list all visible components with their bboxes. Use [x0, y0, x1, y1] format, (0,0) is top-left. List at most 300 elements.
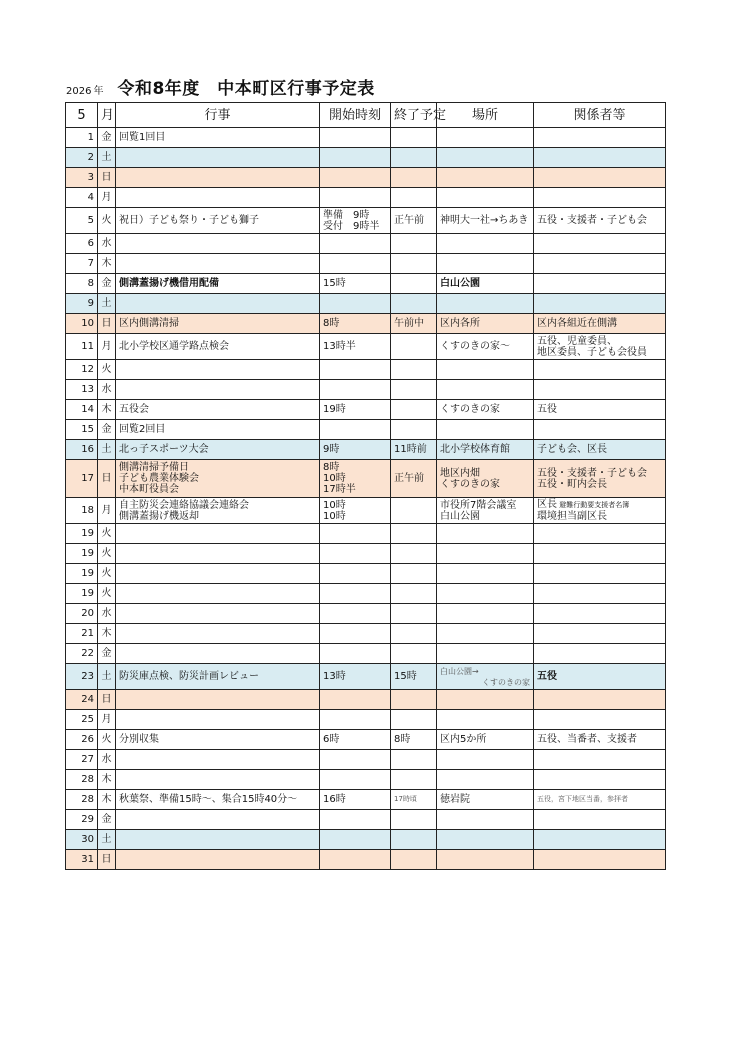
event-cell: [116, 624, 320, 644]
schedule-row: [66, 770, 666, 790]
schedule-row: [66, 664, 666, 690]
place-cell: [437, 420, 534, 440]
event-cell: [116, 440, 320, 460]
people-cell: [534, 314, 666, 334]
end-time-cell: [391, 314, 437, 334]
place-cell: [437, 314, 534, 334]
start-time-cell: [320, 420, 391, 440]
end-time-cell-line: 15時: [394, 671, 417, 682]
start-time-cell: [320, 380, 391, 400]
schedule-row: [66, 524, 666, 544]
place-cell-line: 白山公園: [440, 510, 480, 522]
page-title: 令和8年度 中本町区行事予定表: [117, 79, 375, 99]
schedule-row: [66, 254, 666, 274]
place-cell: [437, 360, 534, 380]
schedule-row: [66, 644, 666, 664]
schedule-body: [66, 128, 666, 870]
start-time-cell: [320, 790, 391, 810]
column-header-people: 関係者等: [534, 103, 666, 128]
start-time-cell: [320, 750, 391, 770]
place-cell: [437, 770, 534, 790]
end-time-cell-line: 17時頃: [394, 795, 417, 803]
people-cell: [534, 624, 666, 644]
day-number: 10: [66, 314, 98, 334]
day-number: 19: [66, 584, 98, 604]
event-cell: [116, 294, 320, 314]
day-number: 4: [66, 188, 98, 208]
day-of-week: 土: [98, 830, 116, 850]
day-of-week: 木: [98, 254, 116, 274]
place-cell: [437, 624, 534, 644]
place-cell-line: 白山公園: [440, 278, 480, 289]
event-cell: [116, 420, 320, 440]
day-number: 19: [66, 564, 98, 584]
event-cell-line: 回覧1回目: [119, 132, 166, 143]
day-of-week: 火: [98, 564, 116, 584]
schedule-row: [66, 810, 666, 830]
place-cell-line: 白山公園→: [440, 666, 479, 676]
people-cell: [534, 420, 666, 440]
people-cell: [534, 294, 666, 314]
event-cell: [116, 314, 320, 334]
schedule-row: [66, 360, 666, 380]
day-number: 27: [66, 750, 98, 770]
start-time-cell: [320, 314, 391, 334]
schedule-table: [65, 102, 666, 870]
start-time-cell-line: 9時: [323, 444, 340, 455]
day-of-week: 土: [98, 148, 116, 168]
place-cell-line: 区内5か所: [440, 734, 487, 745]
start-time-cell: [320, 460, 391, 498]
day-number: 16: [66, 440, 98, 460]
day-of-week: 日: [98, 850, 116, 870]
people-cell: [534, 810, 666, 830]
fiscal-year-unit: 年: [93, 86, 104, 97]
end-time-cell: [391, 524, 437, 544]
end-time-cell: [391, 440, 437, 460]
event-cell: [116, 128, 320, 148]
start-time-cell-line: 16時: [323, 794, 346, 805]
end-time-cell: [391, 208, 437, 234]
place-cell: [437, 690, 534, 710]
event-cell: [116, 524, 320, 544]
event-cell: [116, 168, 320, 188]
start-time-cell-line: 19時: [323, 404, 346, 415]
schedule-row: [66, 440, 666, 460]
schedule-row: [66, 168, 666, 188]
end-time-cell: [391, 400, 437, 420]
start-time-cell: [320, 644, 391, 664]
event-cell: [116, 274, 320, 294]
place-cell-line: 地区内畑: [440, 467, 480, 479]
people-cell: [534, 770, 666, 790]
day-of-week: 金: [98, 810, 116, 830]
end-time-cell: [391, 584, 437, 604]
day-number: 22: [66, 644, 98, 664]
event-cell: [116, 380, 320, 400]
place-cell: [437, 440, 534, 460]
event-cell: [116, 234, 320, 254]
start-time-cell: [320, 234, 391, 254]
start-time-cell: [320, 498, 391, 524]
day-of-week: 木: [98, 400, 116, 420]
place-cell: [437, 790, 534, 810]
event-cell: [116, 710, 320, 730]
column-header-place: 場所: [437, 103, 534, 128]
event-cell-line: 分別収集: [119, 734, 159, 745]
people-cell: [534, 188, 666, 208]
start-time-cell: [320, 730, 391, 750]
day-number: 1: [66, 128, 98, 148]
start-time-cell: [320, 830, 391, 850]
day-of-week: 木: [98, 770, 116, 790]
event-cell: [116, 334, 320, 360]
month-number: 5: [66, 103, 98, 128]
day-of-week: 水: [98, 380, 116, 400]
start-time-cell: [320, 440, 391, 460]
end-time-cell: [391, 148, 437, 168]
day-of-week: 月: [98, 188, 116, 208]
day-number: 30: [66, 830, 98, 850]
place-cell: [437, 254, 534, 274]
start-time-cell: [320, 584, 391, 604]
start-time-cell: [320, 690, 391, 710]
event-cell-line: 回覧2回目: [119, 424, 166, 435]
place-cell: [437, 498, 534, 524]
end-time-cell: [391, 564, 437, 584]
people-cell-line: 五役: [537, 671, 557, 682]
day-number: 29: [66, 810, 98, 830]
start-time-cell-line: 13時半: [323, 341, 356, 352]
day-number: 23: [66, 664, 98, 690]
schedule-row: [66, 234, 666, 254]
start-time-cell: [320, 148, 391, 168]
place-cell-line: くすのきの家～: [440, 341, 510, 352]
people-cell-line: 環境担当副区長: [537, 511, 607, 522]
end-time-cell: [391, 790, 437, 810]
end-time-cell: [391, 810, 437, 830]
day-of-week: 火: [98, 544, 116, 564]
day-of-week: 月: [98, 710, 116, 730]
place-cell: [437, 850, 534, 870]
schedule-row: [66, 584, 666, 604]
people-cell: [534, 524, 666, 544]
day-number: 8: [66, 274, 98, 294]
day-number: 14: [66, 400, 98, 420]
people-cell: [534, 234, 666, 254]
people-cell: [534, 564, 666, 584]
place-cell: [437, 604, 534, 624]
schedule-row: [66, 830, 666, 850]
event-cell: [116, 564, 320, 584]
start-time-cell: [320, 208, 391, 234]
place-cell: [437, 750, 534, 770]
end-time-cell: [391, 544, 437, 564]
event-cell-line: 五役会: [119, 404, 149, 415]
start-time-cell: [320, 524, 391, 544]
event-cell: [116, 850, 320, 870]
start-time-cell: [320, 274, 391, 294]
end-time-cell: [391, 644, 437, 664]
event-cell: [116, 664, 320, 690]
schedule-row: [66, 148, 666, 168]
schedule-row: [66, 294, 666, 314]
people-cell: [534, 168, 666, 188]
day-of-week: 金: [98, 274, 116, 294]
day-of-week: 月: [98, 334, 116, 360]
end-time-cell-line: 11時前: [394, 444, 427, 455]
day-of-week: 火: [98, 584, 116, 604]
place-cell: [437, 168, 534, 188]
day-number: 28: [66, 770, 98, 790]
day-of-week: 火: [98, 524, 116, 544]
day-number: 19: [66, 524, 98, 544]
people-cell-line: 五役，宮下地区当番，参拝者: [537, 795, 628, 803]
start-time-cell-line: 15時: [323, 278, 346, 289]
event-cell: [116, 770, 320, 790]
event-cell: [116, 730, 320, 750]
day-number: 2: [66, 148, 98, 168]
people-cell: [534, 850, 666, 870]
schedule-row: [66, 334, 666, 360]
schedule-row: [66, 128, 666, 148]
people-cell: [534, 830, 666, 850]
event-cell: [116, 790, 320, 810]
people-cell: [534, 750, 666, 770]
people-cell: [534, 690, 666, 710]
end-time-cell-line: 午前中: [394, 318, 424, 329]
event-cell-line: 子ども農業体験会: [119, 473, 199, 484]
people-note: 避難行動要支援者名簿: [557, 501, 630, 509]
schedule-row: [66, 400, 666, 420]
end-time-cell: [391, 498, 437, 524]
event-cell-line: 側溝蓋揚げ機返却: [119, 510, 199, 522]
start-time-cell-line: 13時: [323, 671, 346, 682]
place-cell: [437, 128, 534, 148]
people-cell: [534, 208, 666, 234]
day-of-week: 水: [98, 604, 116, 624]
end-time-cell: [391, 750, 437, 770]
event-cell-line: 自主防災会連絡協議会連絡会: [119, 499, 249, 511]
place-cell: [437, 148, 534, 168]
day-of-week: 土: [98, 664, 116, 690]
place-cell: [437, 274, 534, 294]
people-cell-line: 地区委員、子ども会役員: [537, 346, 647, 358]
people-cell: [534, 730, 666, 750]
people-cell: [534, 274, 666, 294]
start-time-cell-line: 準備 9時: [323, 209, 370, 221]
start-time-cell: [320, 334, 391, 360]
end-time-cell: [391, 254, 437, 274]
end-time-cell: [391, 624, 437, 644]
end-time-cell: [391, 730, 437, 750]
day-number: 15: [66, 420, 98, 440]
event-cell: [116, 690, 320, 710]
start-time-cell: [320, 254, 391, 274]
day-number: 24: [66, 690, 98, 710]
end-time-cell: [391, 380, 437, 400]
event-cell-line: 側溝清掃予備日: [119, 462, 189, 473]
place-cell-line: 市役所7階会議室: [440, 499, 517, 511]
people-cell-line: 五役、児童委員、: [537, 335, 617, 347]
people-cell: [534, 498, 666, 524]
people-cell: [534, 380, 666, 400]
event-cell: [116, 188, 320, 208]
schedule-row: [66, 564, 666, 584]
event-cell: [116, 604, 320, 624]
start-time-cell: [320, 360, 391, 380]
event-cell: [116, 584, 320, 604]
place-cell-line: くすのきの家: [482, 677, 530, 687]
day-of-week: 木: [98, 624, 116, 644]
end-time-cell: [391, 274, 437, 294]
day-of-week: 火: [98, 208, 116, 234]
day-of-week: 日: [98, 690, 116, 710]
end-time-cell: [391, 664, 437, 690]
day-of-week: 金: [98, 128, 116, 148]
day-of-week: 土: [98, 294, 116, 314]
place-cell: [437, 188, 534, 208]
place-cell-line: 徳岩院: [440, 794, 470, 805]
place-cell-line: 神明大一社→ちあき: [440, 215, 529, 226]
start-time-cell: [320, 770, 391, 790]
schedule-row: [66, 850, 666, 870]
end-time-cell: [391, 830, 437, 850]
event-cell: [116, 644, 320, 664]
schedule-row: [66, 314, 666, 334]
event-cell: [116, 810, 320, 830]
schedule-row: [66, 544, 666, 564]
people-cell-line: 五役、当番者、支援者: [537, 734, 637, 745]
start-time-cell: [320, 564, 391, 584]
title-row: [66, 74, 375, 98]
place-cell-line: くすのきの家: [440, 478, 500, 490]
place-cell: [437, 544, 534, 564]
event-cell-line: 北小学校区通学路点検会: [119, 341, 229, 352]
event-cell: [116, 830, 320, 850]
end-time-cell: [391, 604, 437, 624]
place-cell: [437, 730, 534, 750]
end-time-cell: [391, 770, 437, 790]
day-number: 12: [66, 360, 98, 380]
place-cell: [437, 664, 534, 690]
people-cell: [534, 584, 666, 604]
day-number: 26: [66, 730, 98, 750]
schedule-row: [66, 380, 666, 400]
day-number: 11: [66, 334, 98, 360]
schedule-row: [66, 730, 666, 750]
day-of-week: 日: [98, 314, 116, 334]
start-time-cell: [320, 294, 391, 314]
day-number: 7: [66, 254, 98, 274]
event-cell-line: 秋葉祭、準備15時～、集合15時40分～: [119, 794, 298, 805]
day-number: 9: [66, 294, 98, 314]
place-cell: [437, 644, 534, 664]
event-cell-line: 側溝蓋揚げ機借用配備: [119, 278, 219, 289]
people-cell: [534, 440, 666, 460]
place-cell: [437, 334, 534, 360]
start-time-cell-line: 6時: [323, 734, 340, 745]
people-cell: [534, 334, 666, 360]
day-number: 3: [66, 168, 98, 188]
end-time-cell: [391, 460, 437, 498]
header-row: [66, 103, 666, 128]
place-cell: [437, 208, 534, 234]
day-of-week: 月: [98, 498, 116, 524]
people-cell: [534, 254, 666, 274]
start-time-cell-line: 17時半: [323, 484, 356, 495]
start-time-cell-line: 10時: [323, 510, 346, 522]
people-cell: [534, 664, 666, 690]
schedule-row: [66, 188, 666, 208]
schedule-row: [66, 498, 666, 524]
day-of-week: 日: [98, 168, 116, 188]
event-cell: [116, 460, 320, 498]
people-cell: [534, 400, 666, 420]
day-number: 25: [66, 710, 98, 730]
schedule-row: [66, 460, 666, 498]
start-time-cell: [320, 850, 391, 870]
people-cell: [534, 644, 666, 664]
people-cell: [534, 544, 666, 564]
start-time-cell: [320, 188, 391, 208]
day-number: 5: [66, 208, 98, 234]
schedule-row: [66, 274, 666, 294]
day-of-week: 木: [98, 790, 116, 810]
start-time-cell: [320, 810, 391, 830]
schedule-row: [66, 690, 666, 710]
day-of-week: 金: [98, 420, 116, 440]
start-time-cell: [320, 544, 391, 564]
schedule-row: [66, 420, 666, 440]
end-time-cell: [391, 690, 437, 710]
place-cell-line: くすのきの家: [440, 404, 500, 415]
day-of-week: 金: [98, 644, 116, 664]
start-time-cell: [320, 624, 391, 644]
start-time-cell-line: 10時: [323, 473, 346, 484]
people-cell-line: 五役・町内会長: [537, 478, 607, 490]
day-number: 18: [66, 498, 98, 524]
people-cell: [534, 460, 666, 498]
place-cell: [437, 830, 534, 850]
column-header-end: 終了予定: [391, 103, 437, 128]
people-cell: [534, 360, 666, 380]
start-time-cell-line: 10時: [323, 499, 346, 511]
day-number: 17: [66, 460, 98, 498]
end-time-cell: [391, 188, 437, 208]
start-time-cell: [320, 664, 391, 690]
place-cell: [437, 564, 534, 584]
start-time-cell: [320, 168, 391, 188]
place-cell: [437, 810, 534, 830]
end-time-cell-line: 8時: [394, 734, 411, 745]
end-time-cell: [391, 710, 437, 730]
people-cell-line: 五役・支援者・子ども会: [537, 467, 647, 479]
start-time-cell: [320, 710, 391, 730]
day-of-week: 水: [98, 750, 116, 770]
schedule-row: [66, 624, 666, 644]
end-time-cell: [391, 168, 437, 188]
day-number: 6: [66, 234, 98, 254]
event-cell-line: 祝日）子ども祭り・子ども獅子: [119, 215, 259, 226]
people-cell: [534, 710, 666, 730]
people-cell: [534, 128, 666, 148]
event-cell-line: 北っ子スポーツ大会: [119, 444, 209, 455]
place-cell: [437, 400, 534, 420]
day-number: 31: [66, 850, 98, 870]
event-cell-line: 防災庫点検、防災計画レビュー: [119, 671, 259, 682]
day-of-week: 水: [98, 234, 116, 254]
